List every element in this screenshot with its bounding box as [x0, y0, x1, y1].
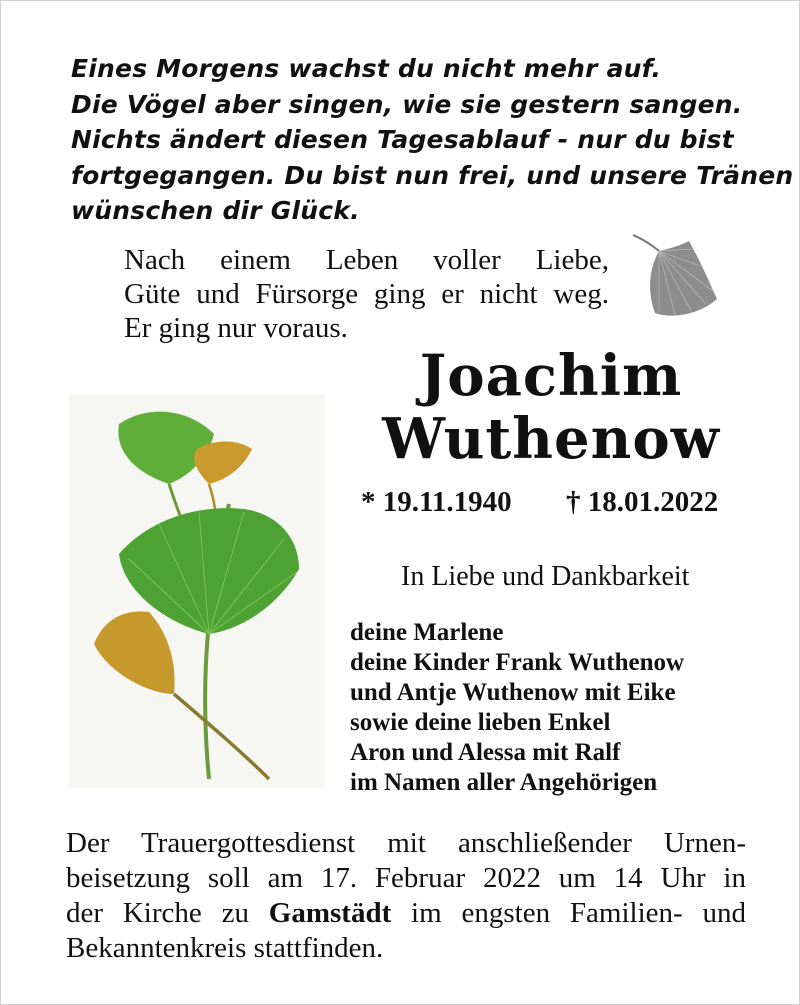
- mourner-line: im Namen aller Angehörigen: [350, 769, 658, 796]
- service-line: Bekanntenkreis stattfinden.: [66, 932, 384, 964]
- birth-date: * 19.11.1940: [361, 486, 512, 518]
- service-line: beisetzung soll am 17. Februar 2022 um 14 Uhr in: [66, 862, 746, 894]
- mourner-line: Aron und Alessa mit Ralf: [350, 739, 621, 766]
- poem: [71, 51, 794, 229]
- quote-line: Er ging nur voraus.: [124, 312, 348, 344]
- ginkgo-leaves-image: [69, 394, 325, 788]
- poem-line: Nichts ändert diesen Tagesablauf - nur du bist: [71, 125, 734, 154]
- service-text: im engsten Familien- und: [391, 897, 746, 929]
- poem-line: Eines Morgens wachst du nicht mehr auf.: [71, 54, 662, 83]
- service-line: Der Trauergottesdienst mit anschließender Urnen-: [66, 827, 746, 859]
- service-location: Gamstädt: [268, 897, 392, 929]
- poem-line: wünschen dir Glück.: [71, 196, 360, 225]
- death-date: † 18.01.2022: [566, 486, 719, 518]
- deceased-last-name: Wuthenow: [382, 406, 720, 472]
- quote-line: Nach einem Leben voller Liebe,: [124, 244, 609, 276]
- service-line: [66, 896, 746, 931]
- ginkgo-leaf-icon: [629, 229, 721, 321]
- deceased-first-name: Joachim: [419, 343, 683, 409]
- quote: [124, 243, 609, 345]
- poem-line: fortgegangen. Du bist nun frei, und unsere Tränen: [71, 160, 794, 190]
- mourner-line: sowie deine lieben Enkel: [350, 709, 611, 736]
- mourner-line: und Antje Wuthenow mit Eike: [350, 679, 676, 706]
- service-announcement: [66, 826, 746, 966]
- mourners-list: [350, 618, 684, 798]
- quote-line: Güte und Fürsorge ging er nicht weg.: [124, 278, 609, 310]
- mourner-line: deine Marlene: [350, 619, 504, 646]
- service-text: der Kirche zu: [66, 897, 269, 929]
- mourner-line: deine Kinder Frank Wuthenow: [350, 649, 685, 676]
- poem-line: Die Vögel aber singen, wie sie gestern sangen.: [71, 89, 743, 119]
- thanks-line: In Liebe und Dankbarkeit: [401, 561, 690, 592]
